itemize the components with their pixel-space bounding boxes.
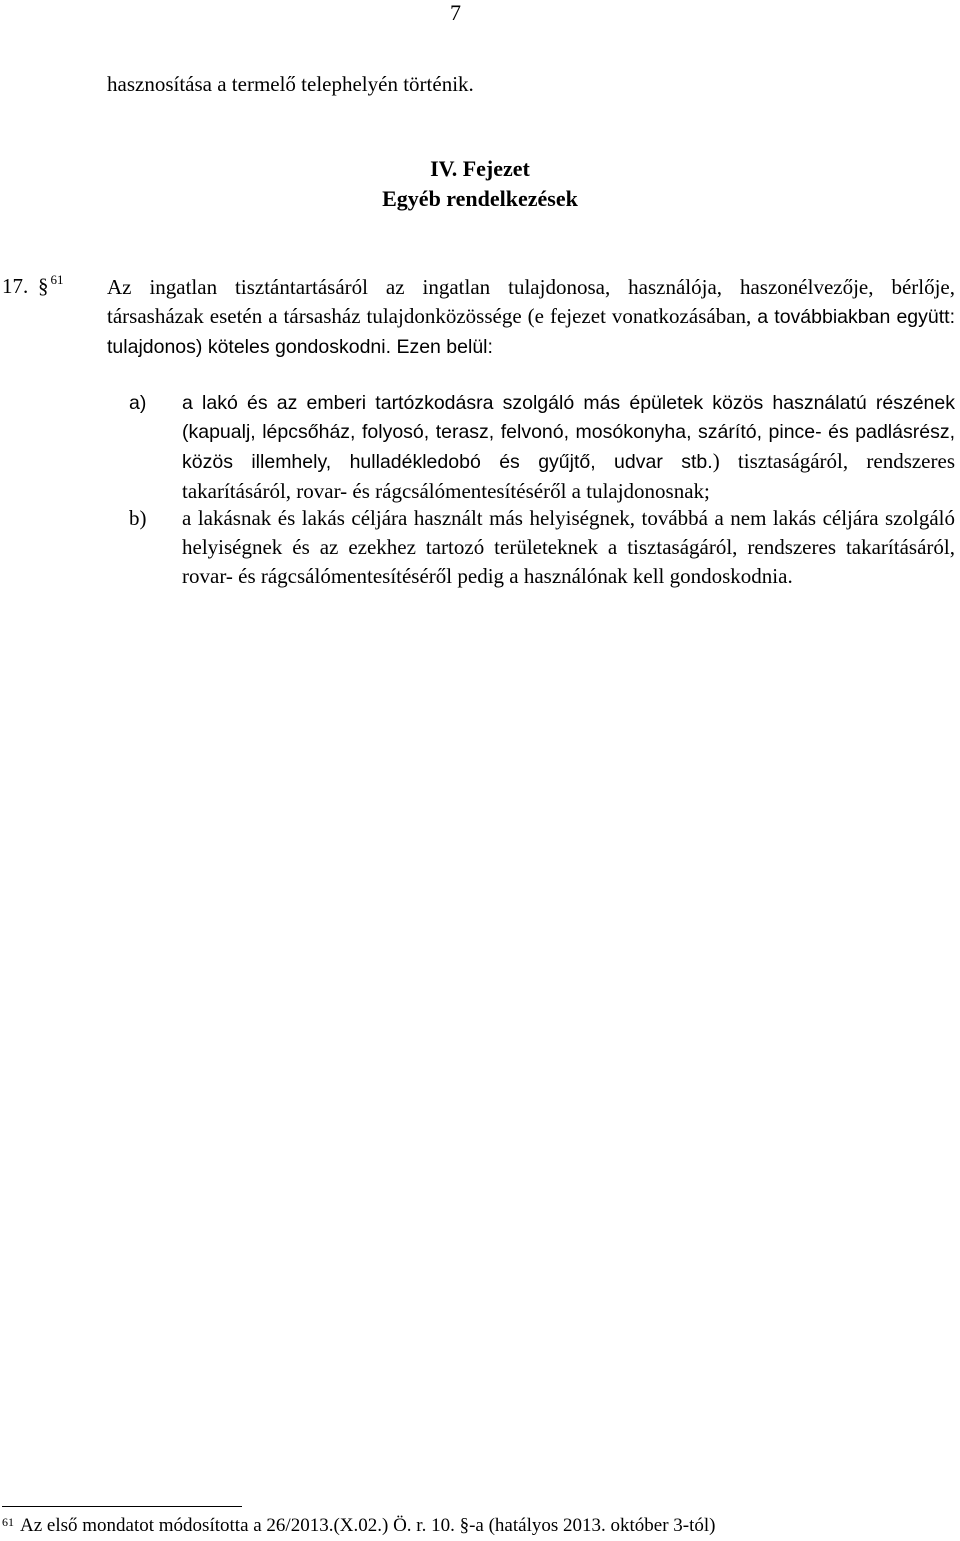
section-number: 17.: [2, 274, 29, 298]
list-item-label: b): [129, 506, 147, 530]
section-intro-part2: a továbbiakban együtt: tulajdonos) köteles gondoskodni. Ezen belül:: [107, 306, 955, 358]
chapter-title: Egyéb rendelkezések: [382, 186, 578, 211]
footnote: [2, 1515, 716, 1537]
list-item-text: a lakásnak és lakás céljára használt más helyiségnek, továbbá a nem lakás céljára szolgáló helyiségnek és az ezekhez tartozó területeknek a tisztaságáról, rendszeres takarításáról, rovar- és rágcsálómentesítéséről pedig a használónak kell gondoskodnia.: [182, 506, 955, 588]
continuation-text: hasznosítása a termelő telephelyén történik.: [107, 72, 474, 96]
list-item-text: [182, 389, 955, 507]
section-intro: [107, 273, 955, 362]
footnote-text: Az első mondatot módosította a 26/2013.(X.02.) Ö. r. 10. §-a (hatályos 2013. október 3-tól): [20, 1515, 716, 1536]
list-item-text-part2: ) tisztaságáról, rendszeres takarításáról, rovar- és rágcsálómentesítéséről a tulajdonosnak;: [182, 449, 955, 503]
chapter-number: IV. Fejezet: [430, 156, 530, 181]
section-sign-symbol: §: [38, 274, 49, 298]
section-sign: [38, 274, 64, 299]
footnote-divider: [2, 1506, 242, 1507]
footnote-number: 61: [2, 1515, 14, 1529]
list-item-label: a): [129, 392, 147, 414]
page-number: 7: [450, 0, 461, 25]
footnote-reference: 61: [50, 272, 64, 287]
list-item-text-part1: a lakó és az emberi tartózkodásra szolgáló más épületek közös használatú részének (kapualj, lépcsőház, folyosó, terasz, felvonó, mosókonyha, szárító, pince- és padlásrész, közös illemhely, hulladékledobó és gyűjtő, udvar stb.: [182, 392, 955, 473]
section-intro-part1: Az ingatlan tisztántartásáról az ingatlan tulajdonosa, használója, haszonélvezője, bérlője, társasházak esetén a társasház tulajdonközössége (e fejezet vonatkozásában,: [107, 275, 955, 328]
